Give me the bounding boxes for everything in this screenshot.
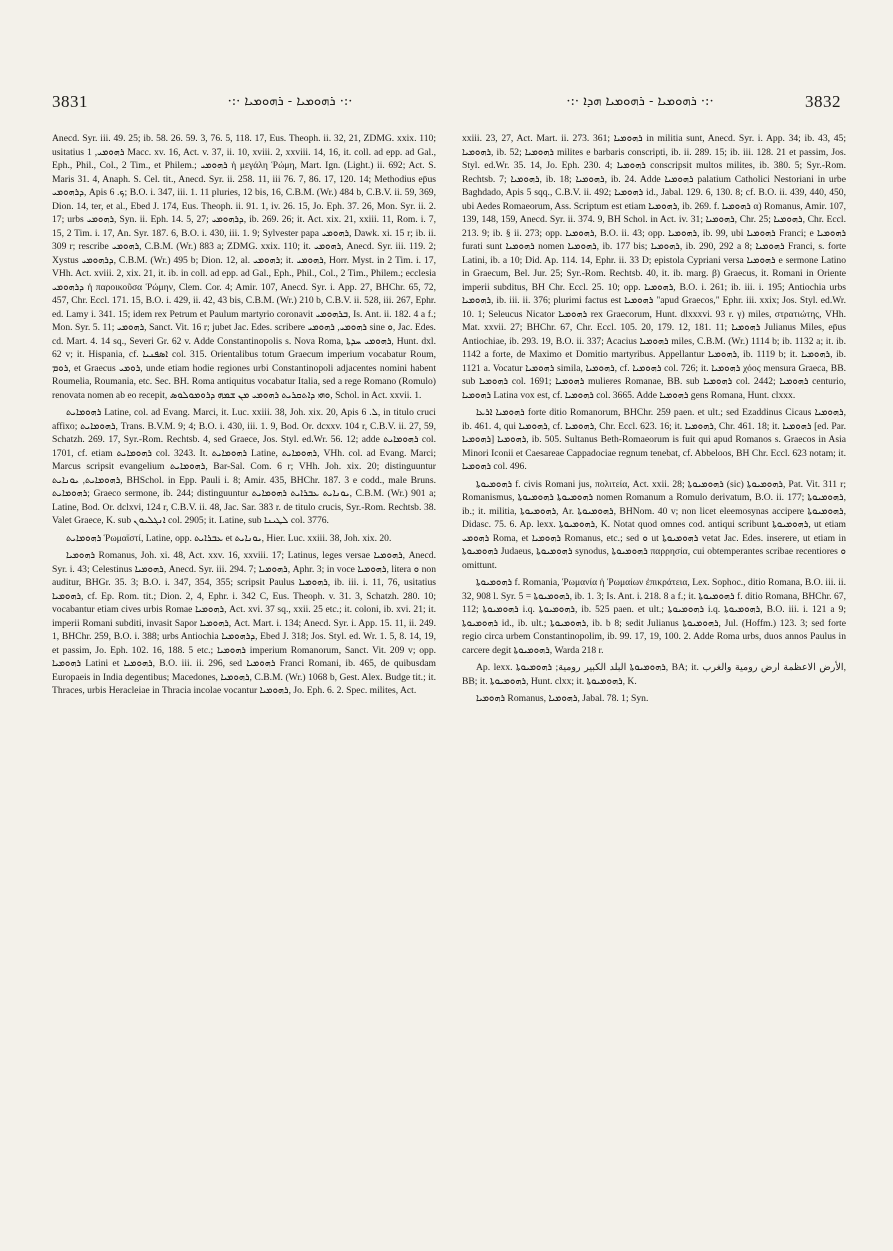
left-column	[52, 132, 436, 1217]
left-running-title: ·:· ܪܗܘܡܝܐ - ܪܗܘܡܝܐ ·:·	[227, 94, 353, 109]
left-paragraph: ܪܗܘܡܐܝܬ Latine, col. ad Evang. Marci, it. Luc. xxiii. 38, Joh. xix. 20, Apis ܠ. 6, in titulo cruci affixo; ܪܗܘܡܐܝܬ, Trans. B.V.M. 9; 4; B.O. i. 430, iii. 1. 9, Bod. Or. dcxxv. 104 r, C.B.V. ii. 27, 59, Schatzh. 269. 17, Syr.-Rom. Rechtsb. 4, sed Graece, Jos. Styl. ed.Wr. 56. 12; adde ܪܗܘܡܐܝܬ col. 1701, cf. etiam ܪܗܘܡܐܝܬ col. 3243. It. ܪܗܘܡܐܝܬ Latine, ܪܗܘܡܐܝܬ, VHh. col. ad Evang. Marci; Marcus scripsit evangelium ܪܗܘܡܐܝܬ, Bar-Sal. Com. 6 r; VHh. Joh. xix. 20; distinguuntur ܪܗܘܡܐܝܬ, ܝܘܢܐܝܬ, BHSchol. in Epp. Pauli i. 8; Amir. 435, BHChr. 187. 3 e codd., male Bruns. ܪܗܘܡܐܝܬ; Graeco sermone, ib. 244; distinguuntur ܝܘܢܐܝܬ ܥܒܪܐܝܬ ܪܗܘܡܐܝܬ, C.B.M. (Wr.) 901 a; Latine, Bod. Or. dclxvi, 124 r, C.B.V. ii. 48, Jac. Sar. 383 r. de titulo crucis, Syr.-Rom. Rechtsb. 38. Valet Graece, K. sub ܐܢܓܠܝܘܢ col. 2905; it. Latine, sub ܠܛܝܢܐ col. 3776.	[52, 407, 436, 526]
text-columns	[52, 132, 846, 1217]
right-column	[462, 132, 846, 1217]
left-paragraph: Anecd. Syr. iii. 49. 25; ib. 58. 26. 59. 3, 76. 5, 118. 17, Eus. Theoph. ii. 32, 21, ZDMG. xxix. 110; usitatius ܪܗܘܡܝ, 1 Macc. xv. 16, Act. v. 37, ii. 10, xviii. 2, xxviii. 14, 16, it. coll. ad epp. ad Gal., Eph., Phil., Col., 2 Tim., et Philem.; ܪܗܘܡܝ ἡ μεγάλη Ῥώμη, Mart. Ign. (Light.) ii. 692; Act. S. Maris 31. 4, Anaph. S. Cel. tit., Anecd. Syr. ii. 258. 11, iii 76. 7, 86. 17, 120. 14; Methodius ep̄us ܕܪܗܘܡܝ, Apis ܟ. 6; B.O. i. 347, iii. 1. 11 pluries, 12 bis, 16, C.B.M. (Wr.) 484 b, C.B.V. ii. 59, 369, Dion. 14, ter, et al., Ebed J. 174, Eus. Theoph. ii. 91. 1, iv. 26. 15, Jo. Eph. 37. 26, Mon. Syr. ii. 2. 17; urbs ܪܗܘܡܝ, Syn. ii. Eph. 14. 5, 27; ܕܪܗܘܡܝ, ib. 269. 26; it. Act. xix. 21, xxiii. 11, Rom. i. 7, 15, 2 Tim. i. 17, An. Syr. 187. 6, B.O. i. 430, iii. 1. 9; Sylvester papa ܪܗܘܡܝ, Dawk. xi. 15 r; ib. ii. 309 r; rescribe ܪܗܘܡܝ, C.B.M. (Wr.) 883 a; ZDMG. xxix. 110; it. ܪܗܘܡܝ, Anecd. Syr. iii. 119. 2; Xystus ܕܪܗܘܡܝ, C.B.M. (Wr.) 495 b; Dion. 12, al. ܪܗܘܡܝ; it. ܪܗܘܡܝ, Horr. Myst. in 2 Tim. i. 17, VHh. Act. xviii. 2, xix. 21, it. ib. in coll. ad epp. ad Gal., Eph., Phil., Col., 2 Tim., Philem.; ecclesia ܕܪܗܘܡܝ ἡ παροικοῦσα Ῥώμην, Clem. Cor. 4; Amir. 107, Anecd. Syr. i. App. 27, BHChr. 65, 72, 457, Chr. Eccl. 171. 15, B.O. i. 429, ii. 42, 43 bis, C.B.M. (Wr.) 210 b, C.B.V. ii. 528, iii. 267, Ephr. ed. Lamy i. 341. 15; idem rex Petrum et Paulum martyrio coronavit ܒܪܗܘܡܝ, Is. Ant. ii. 182. 4 a f.; Mon. Syr. 5. 11; ܪܗܘܡܝ, Sanct. Vit. 16 r; jubet Jac. Edes. scribere ܪܗܘܡܝ, ܪܗܘܡܝ sine ܘ, Jac. Edes. cd. Mart. 4. 14 sq., Severi Gr. 62 v. Adde Constantinopolis s. Nova Roma, ܪܗܘܡܝ ܚܕܬܐ, Hunt. dxl. 62 v; it. Hispania, cf. ܐܣܦܢܝܐ col. 315. Orientalibus totum Graecum imperium vocabatur Roum, ܪܘܡ, et Graecus ܪܘܡܝ, unde etiam hodie regiones urbi Constantinopoli adjacentes nomini habent Roumelia, Roumania, etc. Sec. BH. Roma antiquitus vocabatur Italia, sed a rege Romano (Romulo) renovata nomen ab eo recepit, ܘܗܝ ܕܐܬܩܪܝܬ ܪܗܘܡܝ ܡܢ ܫܡܗ ܕܪܘܡܘܠܘܣ, Schol. in Act. xxvii. 1.	[52, 133, 436, 401]
right-running-title: ·:· ܪܗܘܡܝܐ - ܪܗܘܡܝܐ ܗܕܐ ·:·	[566, 94, 714, 109]
page-header	[52, 92, 841, 118]
left-paragraph: ܪܗܘܡܝܐ Romanus, Joh. xi. 48, Act. xxv. 16, xxviii. 17; Latinus, leges versae ܪܗܘܡܝܐ, Anecd. Syr. i. 43; Celestinus ܪܗܘܡܝܐ, Anecd. Syr. iii. 294. 7; ܪܗܘܡܝܐ, Aphr. 3; in voce ܪܗܘܡܝܐ, litera ܘ non auditur, BHGr. 35. 3; B.O. i. 347, 354, 355; scripsit Paulus ܪܗܘܡܝܐ, ib. iii. i. 11, 76, usitatius ܪܗܘܡܝܐ, cf. Ep. Rom. tit.; Dion. 2, 4, Ephr. i. 342 C, Eus. Theoph. v. 31. 3, Schatzh. 280. 10; vocabantur etiam cives urbis Romae ܪܗܘܡܝܐ, Act. xvi. 37 sq., xxii. 25 etc.; it. coloni, ib. xvi. 21; it. imperii Romani subditi, invasit Sapor ܪܗܘܡܝܐ, Act. Mart. i. 134; Anecd. Syr. i. App. 15. 11, ii. 249. 1, BHChr. 259, B.O. i. 388; urbs Antiochia ܕܪܗܘܡܝܐ, Ebed J. 318; Jos. Styl. ed. Wr. 1. 5, 8. 14, 19, et passim, Jo. Eph. 102. 16, 188. 5 etc.; ܪܗܘܡܝܐ imperium Romanorum, Sanct. Vit. 209 v; opp. ܪܗܘܡܝܐ Latini et ܪܗܘܡܝܐ, B.O. iii. ii. 296, sed ܪܗܘܡܝܐ Franci Romani, ib. 465, de quibusdam Europaeis in India degentibus; Macedones, ܪܗܘܡܝܐ, C.B.M. (Wr.) 1068 b, Gest. Alex. Budge tit.; it. Thraces, urbis Heracleiae in Thracia incolae vocantur ܪܗܘܡܝܐ, Jo. Eph. 6. 2. Spec. milites, Act.	[52, 550, 436, 696]
left-paragraph: ܪܗܘܡܐܝܬ Ῥωμαϊστί, Latine, opp. ܥܒܪܐܝܬ et ܝܘܢܐܝܬ, Hier. Luc. xxiii. 38, Joh. xix. 20.	[66, 532, 392, 544]
left-page-number: 3831	[52, 92, 88, 111]
right-paragraph: ܪܗܘܡܝܘܬܐ f. civis Romani jus, πολιτεία, Act. xxii. 28; ܪܗܘܡܝܘܬܐ (sic) ܪܗܘܡܝܘܬܐ, Pat. Vit. 311 r; Romanismus, ܪܗܘܡܝܘܬܐ ܪܗܘܡܝܘܬܐ nomen Romanum a Romulo derivatum, B.O. ii. 177; ܪܗܘܡܝܘܬܐ, ib.; it. militia, ܪܗܘܡܝܘܬܐ, Ar. ܪܗܘܡܝܘܬܐ, BHNom. 40 v; non licet eleemosynas accipere ܪܗܘܡܝܘܬܐ, Didasc. 75. 6. Ap. lexx. ܪܗܘܡܝܘܬܐ, K. Notat quod omnes cod. antiqui scribunt ܪܗܘܡܝܘܬܐ, ut etiam ܪܗܘܡܝ Roma, et ܪܗܘܡܝܐ Romanus, etc.; sed ܘ ut ܪܗܘܡܝܘܬܐ vetat Jac. Edes. inserere, ut etiam in ܪܗܘܡܝܘܬܐ Judaeus, ܪܗܘܡܝܘܬܐ synodus, ܪܗܘܡܝܘܬܐ παρρησία, cui obtemperantes scribae recentiores ܘ omittunt.	[462, 478, 846, 571]
right-paragraph: ܪܗܘܡܝܐ ܐܪܥܐ forte ditio Romanorum, BHChr. 259 paen. et ult.; sed Ezaddinus Cicaus ܪܗܘܡܝܐ, ib. 461. 4, qui ܪܗܘܡܝܐ, cf. ܪܗܘܡܝܐ, Chr. Eccl. 623. 16; it. ܪܗܘܡܝܐ, Chr. 461. 18; it. ܪܗܘܡܝܐ [ed. Par. ܪܗܘܡܝܐ] ܪܗܘܡܝܐ, ib. 505. Sultanus Beth-Romaeorum is fuit qui apud Romanos s. Graecos in Asia Minori Iconii et Caesareae Cappadociae regnum tenebat, cf. Abbeloos, BH Chr. Eccl. 623 notam; it. ܪܗܘܡܝܐ col. 496.	[462, 407, 846, 472]
right-page-number: 3832	[805, 92, 841, 111]
right-paragraph: ܪܗܘܡܝܐ Romanus, ܪܗܘܡܝܐ, Jabal. 78. 1; Syn.	[476, 693, 649, 704]
right-paragraph: Ap. lexx. ܪܗܘܡܝܘܬܐ البلد الكبير رومية; ܪܗܘܡܝܘܬܐ, BA; it. الأرض الاعظمة ارض رومية والغرب, BB; it. ܪܗܘܡܝܘܬܐ, Hunt. clxx; it. ܪܗܘܡܝܘܬܐ, K.	[462, 662, 846, 687]
right-paragraph: xxiii. 23, 27, Act. Mart. ii. 273. 361; ܪܗܘܡܝܐ in militia sunt, Anecd. Syr. i. App. 34; ib. 43, 45; ܪܗܘܡܝܐ, ib. 52; ܪܗܘܡܝܐ milites e barbaris conscripti, ib. ii. 289. 15; ib. iii. 128. 21 et passim, Jos. Styl. ed.Wr. 35. 14, Jo. Eph. 230. 4; ܪܗܘܡܝܐ conscripsit multos milites, ib. 380. 5; Syr.-Rom. Rechtsb. 7; ܪܗܘܡܝܐ, ib. 18; ܪܗܘܡܝܐ, ib. 24. Adde ܪܗܘܡܝܐ palatium Catholici Nestoriani in urbe Baghdado, Apis 5 sqq., C.B.V. ii. 492; ܪܗܘܡܝܐ id., Jabal. 129. 6, 130. 8; cf. B.O. ii. 439, 440, 450, ubi Aedes Romaeorum, Ass. Scriptum est etiam ܪܗܘܡܝܐ, ib. 269. f. ܪܗܘܡܝܐ α) Romanus, Amir. 107, 139, 148, 159, Anecd. Syr. ii. 374. 9, BH Schol. in Act. iv. 31; ܪܗܘܡܝܐ, Chr. 25; ܪܗܘܡܝܐ, Chr. Eccl. 213. 9; ib. § ii. 273; opp. ܪܗܘܡܝܐ, B.O. ii. 43; opp. ܪܗܘܡܝܐ, ib. 99, ubi ܪܗܘܡܝܐ Franci; e ܪܗܘܡܝܐ furati sunt ܪܗܘܡܝܐ nomen ܪܗܘܡܝܐ, ib. 177 bis; ܪܗܘܡܝܐ, ib. 290, 292 a 8; ܪܗܘܡܝܐ Franci, s. forte Latini, ib. a 10; Did. Ap. 114. 14, Ephr. ii. 33 D; epistola Cypriani versa ܪܗܘܡܝܐ e sermone Latino in Graecum, Bel. Jur. 25; Syr.-Rom. Rechtsb. 40, it. ib. marg. β) Graecus, it. Romani in Oriente imperii subditus, BH Chr. Eccl. 25. 10; opp. ܪܗܘܡܝܐ, B.O. i. 261; ib. iii. i. 195; Antiochia urbs ܪܗܘܡܝܐ, ib. iii. ii. 376; plurimi factus est ܪܗܘܡܝܐ "apud Graecos," Ephr. iii. xxix; Jos. Styl. ed.Wr. 10. 1; Seleucus Nicator ܪܗܘܡܝܐ rex Graecorum, Hunt. dlxxxvi. 93 r. γ) miles, στρατιώτης, VHh. Mat. xxvii. 27; BHChr. 67, Chr. Eccl. 105. 20, 179. 12, 181. 11; ܪܗܘܡܝܐ Julianus Miles, ep̄us Antiochiae, ib. 293. 19, B.O. ii. 337; Acacius ܪܗܘܡܝܐ miles, C.B.M. (Wr.) 1114 b; ib. 1132 a; it. ib. 1142 a forte, de Maximo et Domitio martyribus. Appellantur ܪܗܘܡܝܐ, ib. 1119 b; it. ܪܗܘܡܝܐ, ib. 1121 a. Vocatur ܪܗܘܡܝܐ simila, ܪܗܘܡܝܐ, cf. ܪܗܘܡܝܐ col. 726; it. ܪܗܘܡܝܐ χόος mensura Graeca, BB. sub ܪܗܘܡܝܐ col. 1691; ܪܗܘܡܝܐ mulieres Romanae, BB. sub ܪܗܘܡܝܐ col. 2442; ܪܗܘܡܝܐ centurio, ܪܗܘܡܝܐ Latina vox est, cf. ܪܗܘܡܝܐ col. 3665. Adde ܪܗܘܡܝܐ gens Romana, Hunt. clxxx.	[462, 133, 846, 401]
right-paragraph: ܪܗܘܡܝܘܬܐ f. Romania, Ῥωμανία ἡ Ῥωμαίων ἐπικράτεια, Lex. Sophoc., ditio Romana, B.O. iii. ii. 32, 908 l. Syr. 5 = ܪܗܘܡܝܘܬܐ, ib. 1. 3; Is. Ant. i. 218. 8 a f.; it. ܪܗܘܡܝܘܬܐ f. ditio Romana, BHChr. 67, 112; ܪܗܘܡܝܘܬܐ i.q. ܪܗܘܡܝܘܬܐ, ib. 525 paen. et ult.; ܪܗܘܡܝܘܬܐ i.q. ܪܗܘܡܝܘܬܐ, B.O. iii. i. 121 a 9; ܪܗܘܡܝܘܬܐ id., ib. ult.; ܪܗܘܡܝܘܬܐ, ib. b 8; sedit Julianus ܪܗܘܡܝܘܬܐ, Jul. (Hoffm.) 123. 3; sed forte regio circa urbem Constantinopolim, ib. 99. 17, 19, 100. 2. Adde Roma urbs, duos annos Paulus in carcere degit ܪܗܘܡܝܘܬܐ, Warda 218 r.	[462, 577, 846, 656]
